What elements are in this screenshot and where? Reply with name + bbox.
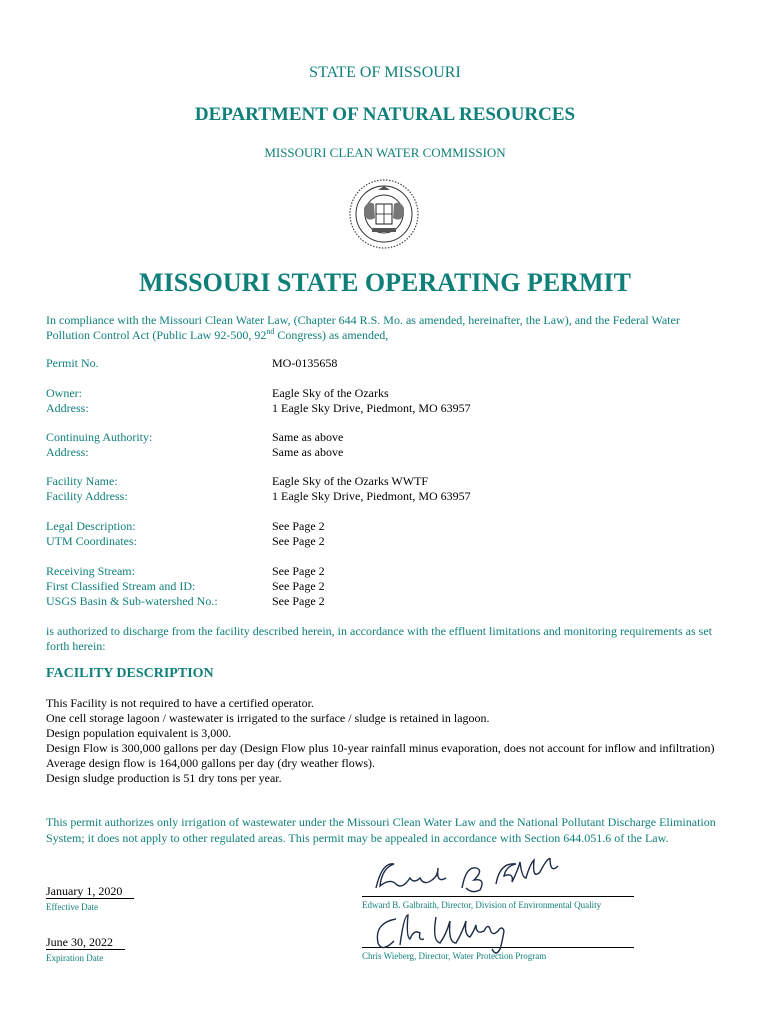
facility-address-value: 1 Eagle Sky Drive, Piedmont, MO 63957: [272, 489, 471, 503]
effective-date: January 1, 2020: [46, 884, 134, 899]
permit-title: MISSOURI STATE OPERATING PERMIT: [139, 268, 631, 297]
legal-description-value: See Page 2: [272, 519, 325, 533]
facility-description-heading: FACILITY DESCRIPTION: [46, 666, 214, 681]
utm-label: UTM Coordinates:: [46, 534, 137, 548]
ca-address-value: Same as above: [272, 445, 344, 459]
owner-label: Owner:: [46, 386, 82, 400]
facility-description-body: [46, 696, 726, 786]
intro-text-end: Congress) as amended,: [274, 328, 389, 342]
effective-date-block: [46, 884, 134, 912]
signature-2-icon: [366, 909, 546, 955]
receiving-stream-value: See Page 2: [272, 564, 325, 578]
fd-line: Average design flow is 164,000 gallons per day (dry weather flows).: [46, 756, 376, 770]
effective-date-caption: Effective Date: [46, 902, 99, 912]
permit-number-label: Permit No.: [46, 356, 99, 370]
fd-line: Design sludge production is 51 dry tons per year.: [46, 771, 282, 785]
state-heading: STATE OF MISSOURI: [309, 64, 461, 81]
owner-value: Eagle Sky of the Ozarks: [272, 386, 389, 400]
continuing-authority-label: Continuing Authority:: [46, 430, 153, 444]
state-seal-icon: [348, 178, 420, 250]
signature-block-2: [362, 913, 634, 961]
authorization-statement: is authorized to discharge from the facility described herein, in accordance with the effluent limitations and monitoring requirements as set forth herein:: [46, 624, 713, 653]
first-classified-value: See Page 2: [272, 579, 325, 593]
signature-1-icon: [366, 858, 586, 900]
expiration-date: June 30, 2022: [46, 935, 125, 950]
facility-address-label: Facility Address:: [46, 489, 128, 503]
signature-2-caption: Chris Wieberg, Director, Water Protection Program: [362, 951, 547, 961]
permit-number-value: MO-0135658: [272, 356, 338, 370]
usgs-value: See Page 2: [272, 594, 325, 608]
intro-superscript: nd: [266, 327, 275, 336]
continuing-authority-value: Same as above: [272, 430, 344, 444]
owner-address-label: Address:: [46, 401, 89, 415]
owner-address-value: 1 Eagle Sky Drive, Piedmont, MO 63957: [272, 401, 471, 415]
commission-heading: MISSOURI CLEAN WATER COMMISSION: [264, 145, 506, 160]
usgs-label: USGS Basin & Sub-watershed No.:: [46, 594, 218, 608]
permit-notice: This permit authorizes only irrigation of wastewater under the Missouri Clean Water Law and the National Pollutant Discharge Elimination System; it does not apply to other regulated areas. This permit may be appealed in accordance with Section 644.051.6 of the Law.: [46, 815, 716, 845]
expiration-date-block: [46, 935, 125, 963]
fd-line: One cell storage lagoon / wastewater is irrigated to the surface / sludge is retained in lagoon.: [46, 711, 490, 725]
department-heading: DEPARTMENT OF NATURAL RESOURCES: [194, 104, 576, 125]
facility-name-value: Eagle Sky of the Ozarks WWTF: [272, 474, 429, 488]
intro-text: In compliance with the Missouri Clean Water Law, (Chapter 644 R.S. Mo. as amended, hereinafter, the Law), and the Federal Water Pollution Control Act (Public Law 92-500, 92: [46, 313, 680, 342]
first-classified-label: First Classified Stream and ID:: [46, 579, 196, 593]
ca-address-label: Address:: [46, 445, 89, 459]
receiving-stream-label: Receiving Stream:: [46, 564, 135, 578]
expiration-date-caption: Expiration Date: [46, 953, 104, 963]
fd-line: Design Flow is 300,000 gallons per day (Design Flow plus 10-year rainfall minus evaporation, does not account for inflow and infiltration): [46, 741, 715, 755]
fd-line: This Facility is not required to have a certified operator.: [46, 696, 314, 710]
intro-paragraph: [46, 313, 726, 343]
fd-line: Design population equivalent is 3,000.: [46, 726, 232, 740]
utm-value: See Page 2: [272, 534, 325, 548]
legal-description-label: Legal Description:: [46, 519, 136, 533]
signature-1-caption: Edward B. Galbraith, Director, Division of Environmental Quality: [362, 900, 602, 910]
facility-name-label: Facility Name:: [46, 474, 118, 488]
signature-block-1: [362, 862, 634, 910]
